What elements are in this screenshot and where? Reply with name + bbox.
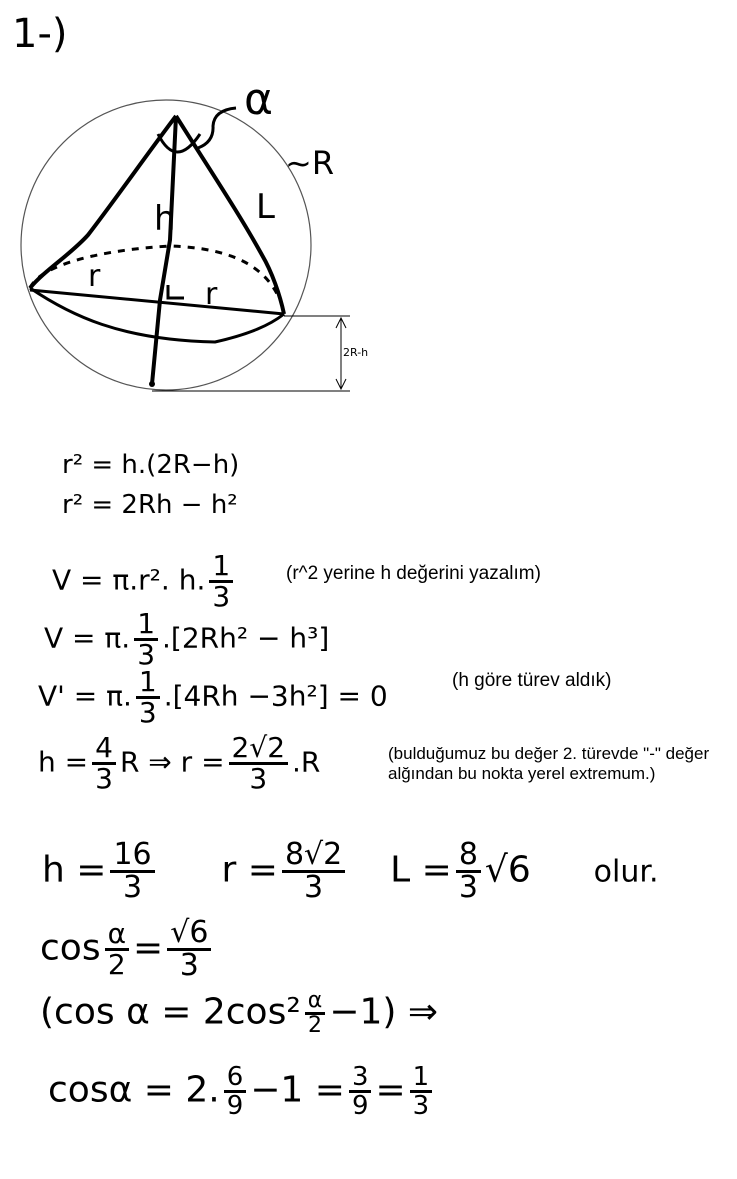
eq5-fraction (136, 665, 160, 729)
eq10-mid: −1 = (250, 1069, 345, 1111)
equation-3 (52, 549, 237, 613)
eq10-frac3-den: 3 (412, 1091, 430, 1121)
eq7-l-fraction (456, 837, 481, 905)
slant-label: L (256, 187, 275, 227)
eq7-rfrac-num: 8√2 (282, 840, 345, 873)
eq3-frac-num: 1 (209, 552, 233, 583)
radius-left-label: r (88, 259, 101, 294)
equation-5 (38, 665, 388, 729)
height-label: h (154, 199, 176, 239)
eq10-frac3-num: 1 (410, 1064, 433, 1093)
eq10-eq: = (375, 1069, 406, 1111)
eq8-eq: = (133, 927, 164, 969)
eq10-frac1-den: 9 (226, 1091, 244, 1121)
eq6-post: .R (292, 745, 321, 779)
eq6-frac2-den: 3 (249, 762, 268, 795)
problem-number: 1-) (12, 11, 68, 57)
gap-label: 2R-h (343, 346, 369, 359)
alpha-label: α (244, 74, 274, 125)
eq8-frac1-num: α (105, 920, 129, 951)
eq3-frac-den: 3 (212, 580, 231, 613)
eq4-frac-num: 1 (134, 610, 158, 641)
note-2: (h göre türev aldık) (452, 670, 612, 691)
eq3-text: V = π.r². h. (52, 563, 206, 597)
eq6-fraction-1 (92, 731, 116, 795)
eq10-pre: cosα = 2. (48, 1069, 220, 1111)
right-angle-mark (168, 285, 184, 298)
eq4-fraction (134, 607, 158, 671)
equation-10 (48, 1064, 436, 1119)
eq4-post: .[2Rh² − h³] (162, 621, 330, 655)
equation-6 (38, 731, 321, 795)
eq5-post: .[4Rh −3h²] = 0 (163, 679, 388, 713)
eq4-pre: V = π. (44, 621, 131, 655)
eq4-frac-den: 3 (137, 638, 156, 671)
eq10-frac1-num: 6 (224, 1064, 247, 1093)
eq7-lfrac-num: 8 (456, 840, 481, 873)
eq7-r-fraction (282, 837, 345, 905)
eq7-hfrac-num: 16 (110, 840, 154, 873)
eq7-h: h = (42, 849, 107, 891)
note-3: (bulduğumuz bu değer 2. türevde "-" değer alğından bu nokta yerel extremum.) (388, 744, 710, 784)
alpha-pointer (198, 108, 236, 148)
equation-2: r² = 2Rh − h² (62, 490, 238, 520)
eq7-l: L = (390, 849, 452, 891)
eq7-r: r = (221, 849, 278, 891)
eq10-frac2-num: 3 (349, 1064, 372, 1093)
eq8-fraction-1 (105, 917, 129, 981)
bottom-point (149, 381, 155, 387)
eq6-mid: R ⇒ r = (119, 745, 225, 779)
equation-9 (40, 990, 438, 1037)
eq10-fraction-3 (410, 1064, 433, 1119)
eq6-pre: h = (38, 745, 89, 779)
eq6-fraction-2 (229, 731, 288, 795)
eq9-post: −1) ⇒ (329, 991, 439, 1033)
eq10-fraction-2 (349, 1064, 372, 1119)
eq7-end: olur. (593, 854, 659, 890)
eq7-lfrac-den: 3 (458, 870, 478, 905)
height-line (152, 116, 176, 384)
cone-in-sphere-figure (0, 0, 737, 420)
eq6-frac1-num: 4 (92, 734, 116, 765)
eq3-fraction (209, 549, 233, 613)
eq6-frac1-den: 3 (95, 762, 113, 795)
eq5-frac-den: 3 (138, 696, 157, 729)
note-1: (r^2 yerine h değerini yazalım) (286, 563, 541, 584)
eq10-frac2-den: 9 (351, 1091, 369, 1121)
equation-4 (44, 607, 330, 671)
eq9-frac-den: 2 (308, 1013, 323, 1038)
eq7-lpost: √6 (484, 849, 531, 891)
eq8-fraction-2 (167, 915, 211, 983)
radius-right-label: r (205, 277, 218, 312)
eq8-frac2-num: √6 (167, 918, 211, 951)
eq9-pre: (cos α = 2cos² (40, 991, 301, 1033)
eq7-hfrac-den: 3 (122, 870, 143, 905)
apex-angle-arc (158, 134, 200, 152)
eq9-fraction (305, 990, 326, 1037)
sphere-radius-label: ~R (285, 144, 335, 182)
equation-7 (42, 837, 659, 905)
eq7-h-fraction (110, 837, 154, 905)
eq10-fraction-1 (224, 1064, 247, 1119)
equation-1: r² = h.(2R−h) (62, 450, 240, 480)
eq9-frac-num: α (305, 990, 326, 1015)
eq5-frac-num: 1 (136, 668, 160, 699)
eq8-frac1-den: 2 (107, 948, 126, 981)
eq8-frac2-den: 3 (179, 948, 199, 983)
eq8-pre: cos (40, 927, 101, 969)
eq7-rfrac-den: 3 (304, 870, 324, 905)
eq5-pre: V' = π. (38, 679, 132, 713)
eq6-frac2-num: 2√2 (229, 734, 288, 765)
equation-8 (40, 915, 215, 983)
